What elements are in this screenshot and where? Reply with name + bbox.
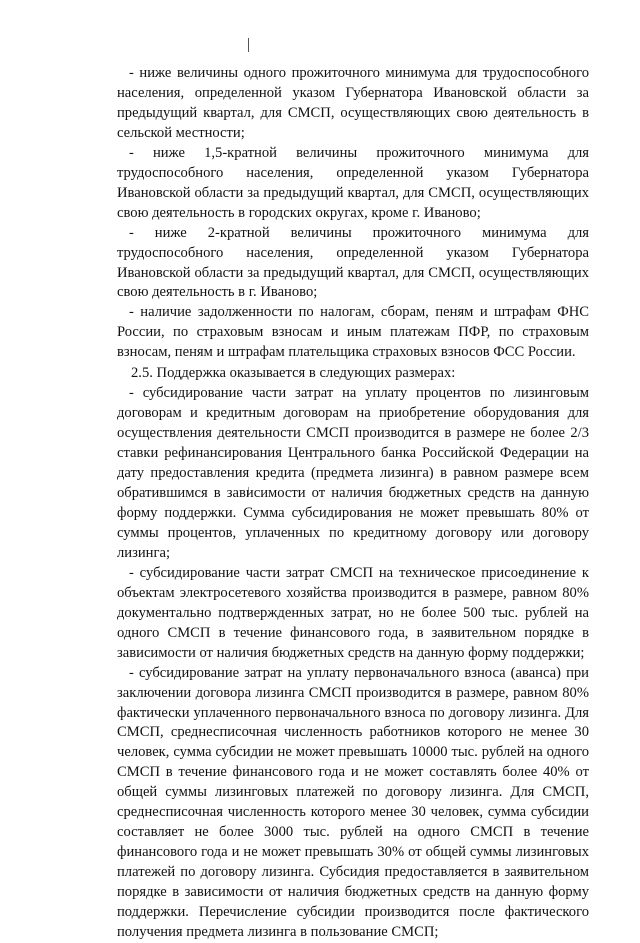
scan-mark — [248, 38, 249, 52]
paragraph-grid-connection-subsidy: - субсидирование части затрат СМСП на техническое присоединение к объектам электросетевого хозяйства производится в размере, равном 80% документально подтвержденных затрат, но не более 500 тыс. рублей на одного СМСП в течение финансового года, в заявительном порядке в зависимости от наличия бюджетных средств на данную форму поддержки; — [117, 564, 589, 661]
paragraph-subsistence-ivanovo: - ниже 2-кратной величины прожиточного минимума для трудоспособного населения, определенной указом Губернатора Ивановской области за предыдущий квартал, для СМСП, осуществляющих свою деятельность в г. Иваново; — [117, 224, 589, 301]
section-heading-2-5: 2.5. Поддержка оказывается в следующих размерах: — [131, 365, 456, 382]
paragraph-leasing-advance-subsidy: - субсидирование затрат на уплату первоначального взноса (аванса) при заключении договора лизинга СМСП производится в размере, равном 80% фактически уплаченного первоначального взноса по договору лизинга. Для СМСП, среднесписочная численность работников которого не менее 30 человек, сумма субсидии не может превышать 10000 тыс. рублей на одного СМСП в течение финансового года и не может составлять более 40% от общей суммы лизинговых платежей по договору лизинга. Для СМСП, среднесписочная численность которого менее 30 человек, сумма субсидии составляет не более 3000 тыс. рублей на одного СМСП в течение финансового года и не может превышать 30% от общей суммы лизинговых платежей по договору лизинга. Субсидия предоставляется в заявительном порядке в зависимости от наличия бюджетных средств на данную форму поддержки. Перечисление субсидии производится после фактического получения предмета лизинга в пользование СМСП; — [117, 664, 589, 940]
paragraph-subsistence-rural: - ниже величины одного прожиточного минимума для трудоспособного населения, определенной указом Губернатора Ивановской области за предыдущий квартал, для СМСП, осуществляющих свою деятельность в сельской местности; — [117, 65, 589, 141]
document-body — [117, 64, 589, 943]
paragraph-tax-debt: - наличие задолженности по налогам, сборам, пеням и штрафам ФНС России, по страховым взносам и иным платежам ПФР, по страховым взносам, пеням и штрафам плательщика страховых взносов ФСС России. — [117, 304, 589, 361]
paragraph-interest-subsidy: - субсидирование части затрат на уплату процентов по лизинговым договорам и кредитным договорам на приобретение оборудования для осуществления деятельности СМСП производится в размере не более 2/3 ставки рефинансирования Центрального банка Российской Федерации на дату предоставления кредита (предмета лизинга) в равном размере всем обратившимся в зависимости от наличия бюджетных средств на данную форму поддержки. Сумма субсидирования не может превышать 80% от суммы процентов, уплаченных по кредитному договору или договору лизинга; — [117, 385, 589, 561]
paragraph-subsistence-urban: - ниже 1,5-кратной величины прожиточного минимума для трудоспособного населения, определенной указом Губернатора Ивановской области за предыдущий квартал, для СМСП, осуществляющих свою деятельность в городских округах, кроме г. Иваново; — [117, 144, 589, 221]
